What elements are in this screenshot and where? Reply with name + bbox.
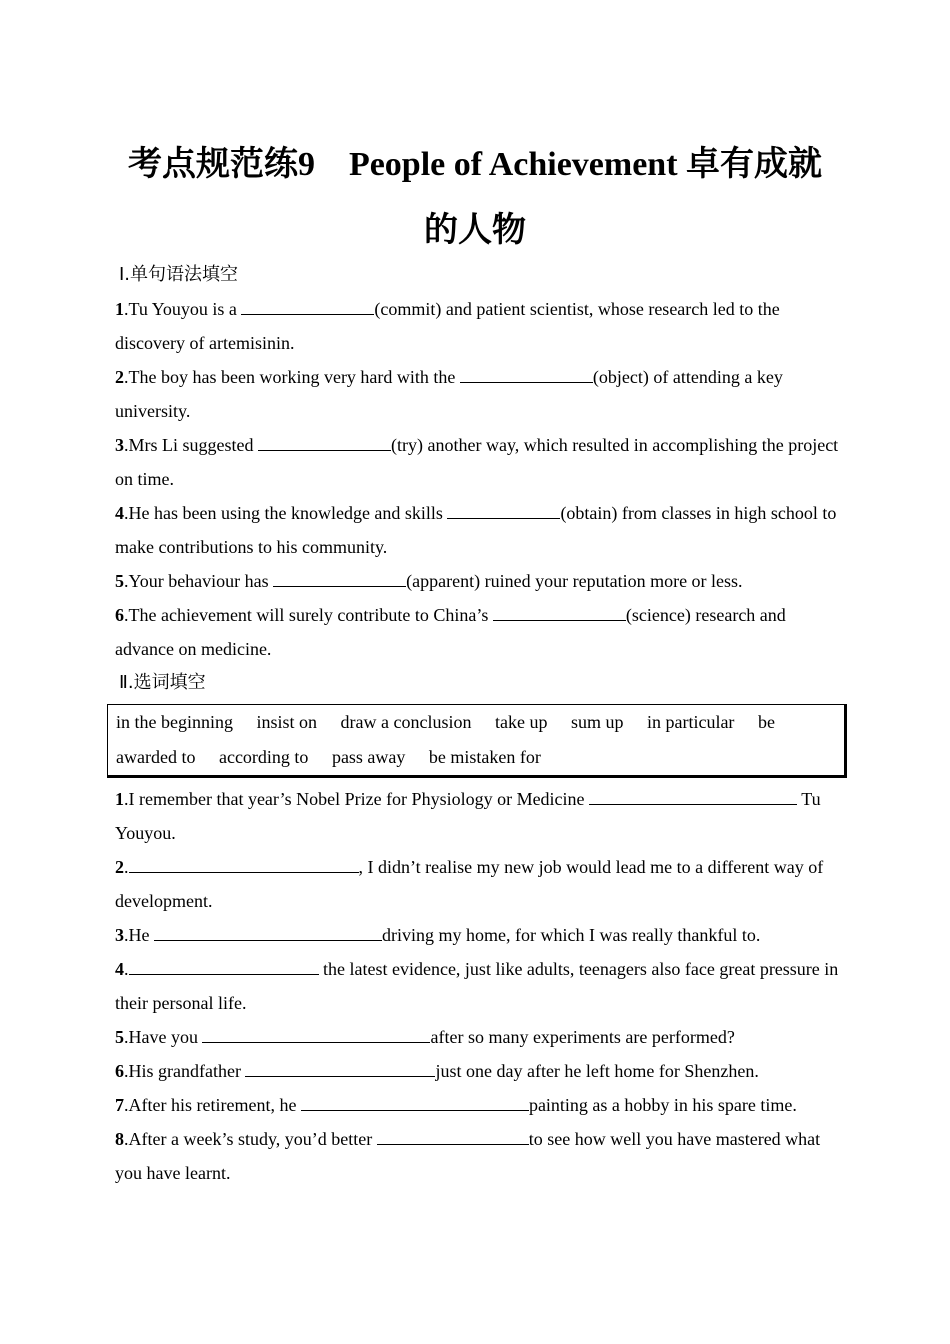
question-text: just one day after he left home for Shenzhen. (435, 1061, 759, 1081)
question-row (115, 1122, 840, 1190)
question-number: 3 (115, 925, 124, 945)
answer-blank[interactable] (273, 569, 406, 587)
answer-blank[interactable] (129, 855, 359, 873)
question-row (115, 292, 840, 360)
section-2-heading: Ⅱ.选词填空 (119, 672, 206, 693)
question-text: .The boy has been working very hard with the (124, 367, 460, 387)
answer-blank[interactable] (460, 365, 593, 383)
question-number: 2 (115, 857, 124, 877)
question-text: .He has been using the knowledge and skills (124, 503, 448, 523)
question-hint: (object) of attending a key university. (115, 367, 783, 421)
answer-blank[interactable] (301, 1093, 529, 1111)
answer-blank[interactable] (154, 923, 382, 941)
question-text: .He (124, 925, 154, 945)
answer-blank[interactable] (493, 603, 626, 621)
word-bank-phrase: draw a conclusion (340, 712, 472, 732)
question-text: .Tu Youyou is a (124, 299, 242, 319)
question-hint: (commit) and patient scientist, whose research led to the discovery of artemisinin. (115, 299, 780, 353)
question-text: . (124, 959, 129, 979)
question-text: after so many experiments are performed? (430, 1027, 735, 1047)
question-text: . (124, 857, 129, 877)
question-number: 6 (115, 1061, 124, 1081)
question-row (115, 496, 840, 564)
answer-blank[interactable] (447, 501, 560, 519)
answer-blank[interactable] (129, 957, 319, 975)
question-text: .Have you (124, 1027, 203, 1047)
word-bank-phrase: be mistaken for (428, 747, 541, 767)
word-bank-phrase: pass away (331, 747, 406, 767)
question-row (115, 1088, 840, 1122)
question-text: .After a week’s study, you’d better (124, 1129, 377, 1149)
question-row (115, 952, 840, 1020)
question-text: .Mrs Li suggested (124, 435, 258, 455)
question-text: .His grandfather (124, 1061, 246, 1081)
word-bank-phrase: in the beginning (116, 712, 233, 732)
question-number: 5 (115, 1027, 124, 1047)
question-hint: (science) research and advance on medicine. (115, 605, 786, 659)
question-row (115, 782, 840, 850)
question-text: , I didn’t realise my new job would lead me to a different way of development. (115, 857, 824, 911)
question-number: 1 (115, 299, 124, 319)
question-number: 7 (115, 1095, 124, 1115)
question-text: driving my home, for which I was really thankful to. (382, 925, 761, 945)
question-text: Tu Youyou. (115, 789, 821, 843)
question-text: .The achievement will surely contribute to China’s (124, 605, 493, 625)
question-text: .Your behaviour has (124, 571, 274, 591)
question-number: 4 (115, 503, 124, 523)
word-bank-phrase: be awarded to (116, 712, 775, 767)
question-hint: (apparent) ruined your reputation more or less. (406, 571, 743, 591)
word-bank-box (107, 704, 847, 778)
word-bank-phrase: according to (218, 747, 309, 767)
question-row (115, 918, 840, 952)
answer-blank[interactable] (245, 1059, 435, 1077)
question-row (115, 564, 840, 598)
question-text: .I remember that year’s Nobel Prize for Physiology or Medicine (124, 789, 590, 809)
question-number: 2 (115, 367, 124, 387)
question-row (115, 1020, 840, 1054)
answer-blank[interactable] (377, 1127, 529, 1145)
question-row (115, 598, 840, 666)
question-hint: (obtain) from classes in high school to make contributions to his community. (115, 503, 837, 557)
question-text: .After his retirement, he (124, 1095, 301, 1115)
question-row (115, 360, 840, 428)
word-bank-phrase: take up (494, 712, 548, 732)
question-text: painting as a hobby in his spare time. (528, 1095, 797, 1115)
question-number: 6 (115, 605, 124, 625)
word-bank-phrase: sum up (570, 712, 624, 732)
question-text: to see how well you have mastered what you have learnt. (115, 1129, 821, 1183)
page-title: 考点规范练9 People of Achievement 卓有成就的人物 (127, 146, 823, 249)
worksheet-content (115, 258, 840, 1190)
question-row (115, 428, 840, 496)
question-hint: (try) another way, which resulted in accomplishing the project on time. (115, 435, 839, 489)
question-number: 5 (115, 571, 124, 591)
question-number: 4 (115, 959, 124, 979)
word-bank-phrase: in particular (646, 712, 735, 732)
answer-blank[interactable] (589, 787, 797, 805)
answer-blank[interactable] (241, 297, 374, 315)
section-1-heading: Ⅰ.单句语法填空 (119, 264, 239, 285)
question-number: 8 (115, 1129, 124, 1149)
word-bank-phrase: insist on (256, 712, 317, 732)
answer-blank[interactable] (202, 1025, 430, 1043)
question-row (115, 1054, 840, 1088)
question-text: the latest evidence, just like adults, teenagers also face great pressure in their personal life. (115, 959, 839, 1013)
question-row (115, 850, 840, 918)
question-number: 1 (115, 789, 124, 809)
answer-blank[interactable] (258, 433, 391, 451)
question-number: 3 (115, 435, 124, 455)
